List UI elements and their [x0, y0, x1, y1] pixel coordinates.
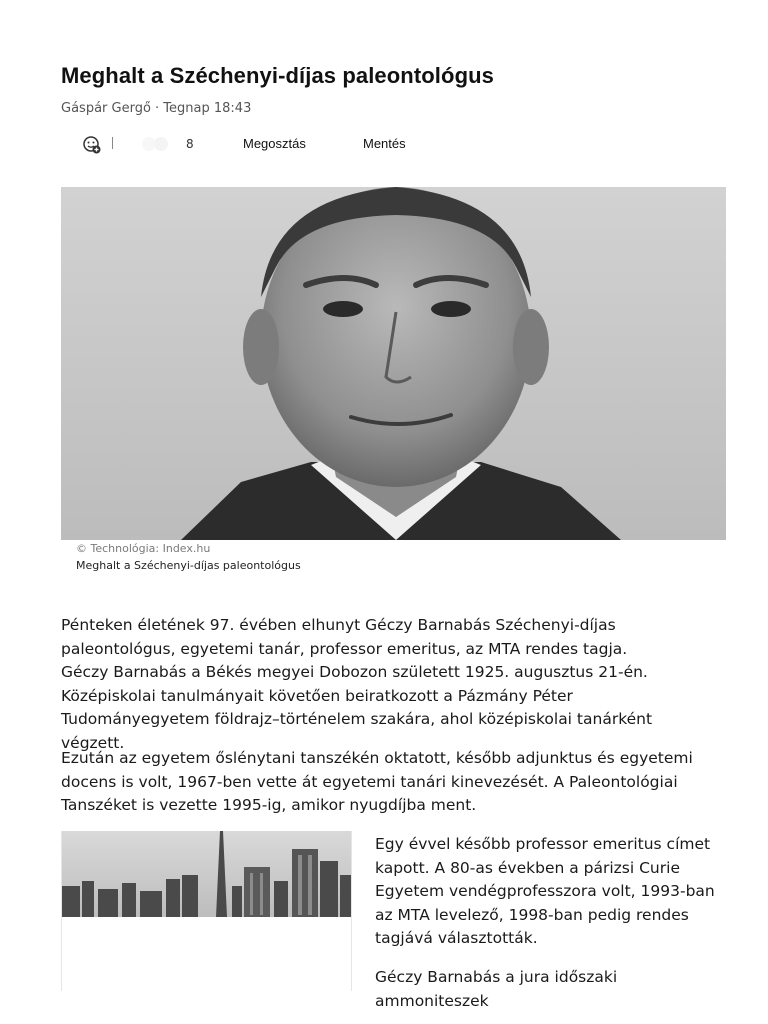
image-credit: © Technológia: Index.hu: [76, 542, 211, 555]
reactions-icons[interactable]: [141, 134, 181, 154]
share-button[interactable]: Megosztás: [243, 136, 306, 151]
reactions-count: 8: [186, 137, 194, 151]
emoji-add-icon[interactable]: [81, 134, 103, 156]
action-separator: [112, 137, 113, 149]
article-title: Meghalt a Széchenyi-díjas paleontológus: [61, 63, 494, 88]
inline-ad-image[interactable]: [61, 831, 352, 991]
hero-image[interactable]: [61, 187, 726, 540]
article-paragraph-1: [61, 614, 711, 755]
image-caption: Meghalt a Széchenyi-díjas paleontológus: [76, 559, 301, 572]
article-paragraph-2: Ezután az egyetem őslénytani tanszékén oktatott, később adjunktus és egyetemi docens is volt, 1967-ben vette át egyetemi tanári kinevezését. A Paleontológiai Tanszéket is vezette 1995-ig, amikor nyugdíjba ment.: [61, 749, 693, 814]
article-action-bar: [81, 132, 481, 156]
article-byline: Gáspár Gergő · Tegnap 18:43: [61, 101, 252, 116]
article-paragraph-3: Egy évvel később professor emeritus címet kapott. A 80-as években a párizsi Curie Egyetem vendégprofesszora volt, 1993-ban az MTA levelező, 1998-ban pedig rendes tagjává választották.: [375, 835, 715, 947]
paragraph-text: Pénteken életének 97. évében elhunyt Géczy Barnabás Széchenyi-díjas paleontológus, egyetemi tanár, professor emeritus, az MTA rendes tagja.: [61, 616, 628, 658]
paragraph-text: Géczy Barnabás a Békés megyei Dobozon született 1925. augusztus 21-én. Középiskolai tanulmányait követően beiratkozott a Pázmány Péter Tudományegyetem földrajz–történelem szakára, ahol középiskolai tanárként végzett.: [61, 663, 653, 752]
image-caption-box: [61, 540, 713, 578]
save-button[interactable]: Mentés: [363, 136, 406, 151]
article-paragraph-4: Géczy Barnabás a jura időszaki ammoniteszek: [375, 968, 618, 1010]
